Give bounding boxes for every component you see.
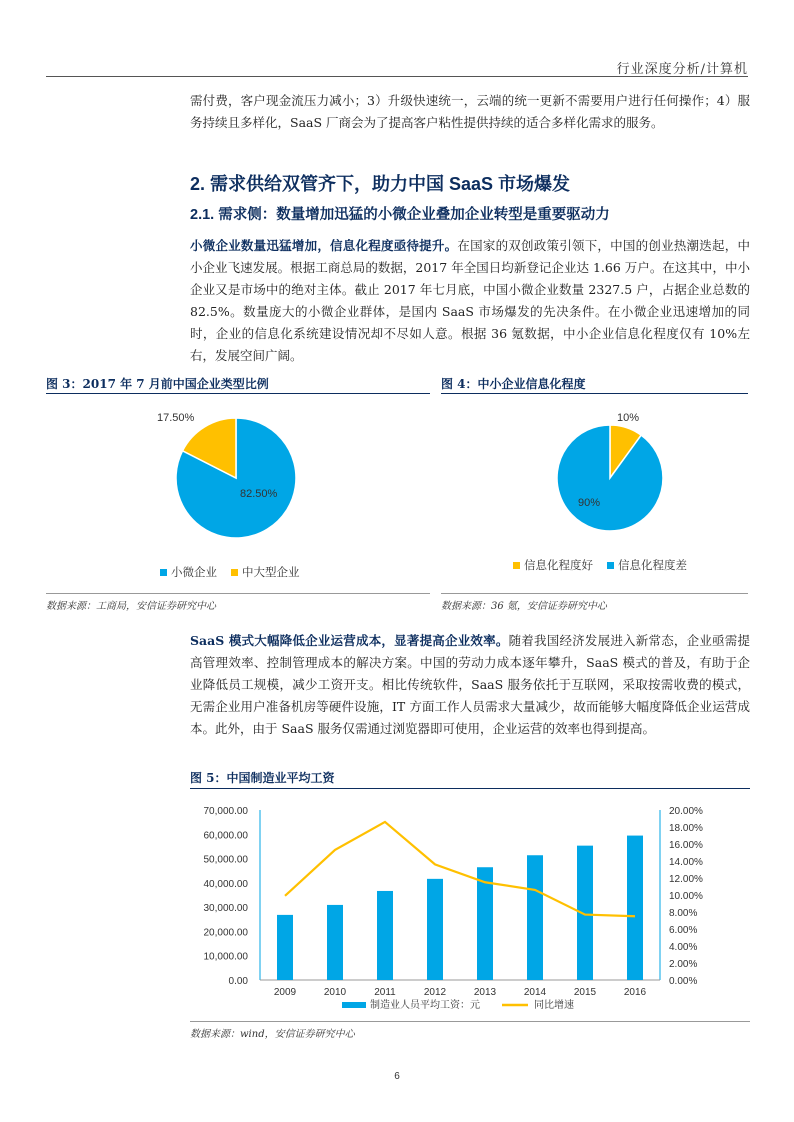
figure3-title: 图 3：2017 年 7 月前中国企业类型比例 [46, 377, 269, 391]
figure4-title: 图 4：中小企业信息化程度 [441, 377, 586, 391]
header-title: 行业深度分析/计算机 [616, 62, 748, 77]
figure3-legend [160, 564, 300, 580]
paragraph-body: 在国家的双创政策引领下，中国的创业热潮迭起，中小企业飞速发展。根据工商总局的数据，2017 年全国日均新登记企业达 1.66 万户。在这其中，中小企业又是市场中的绝对主体。截止 2017 年七月底，中国小微企业数量 2327.5 户，占据企业总数的 82.5%。数量庞大的小微企业群体，是国内 SaaS 市场爆发的先决条件。在小微企业迅速增加的同时，企业的信息化系统建设情况却不尽如人意。根据 36 氪数据，中小企业信息化程度仅有 10%左右，发展空间广阔。 [190, 238, 750, 363]
left-axis-tick-label: 50,000.00 [203, 854, 248, 866]
right-axis-tick-label: 10.00% [669, 891, 703, 902]
right-axis-tick-label: 0.00% [669, 976, 698, 987]
figure3-chart [46, 396, 430, 592]
paragraph-lead: SaaS 模式大幅降低企业运营成本，显著提高企业效率。 [190, 633, 509, 648]
x-axis-tick-label: 2015 [573, 987, 597, 998]
legend-label-small: 小微企业 [171, 565, 217, 579]
right-axis-tick-label: 20.00% [669, 806, 703, 817]
figure3-label-large: 17.50% [157, 412, 195, 424]
figure3-rule [46, 393, 430, 394]
figure4-label-poor: 90% [578, 497, 601, 509]
legend-swatch-yellow [513, 562, 520, 569]
figure3-source: 数据来源：工商局，安信证券研究中心 [46, 601, 216, 612]
left-axis-tick-label: 10,000.00 [203, 951, 248, 963]
intro-paragraph: 需付费，客户现金流压力减小；3）升级快速统一，云端的统一更新不需要用户进行任何操作；4）服务持续且多样化，SaaS 厂商会为了提高客户粘性提供持续的适合多样化需求的服务。 [190, 93, 750, 130]
figure4-rule [441, 393, 748, 394]
right-axis-tick-label: 4.00% [669, 942, 698, 953]
figure5-rule [190, 788, 750, 789]
wage-bar [377, 891, 393, 980]
legend-swatch-blue [607, 562, 614, 569]
figure3-bottom-rule [46, 593, 430, 594]
left-axis-tick-label: 40,000.00 [203, 878, 248, 890]
left-axis-tick-label: 70,000.00 [203, 806, 248, 817]
right-axis-tick-label: 14.00% [669, 857, 703, 868]
x-axis-tick-label: 2012 [423, 987, 447, 998]
paragraph-saas-cost [190, 630, 750, 740]
legend-item-good [513, 557, 593, 573]
figure4-source: 数据来源：36 氪，安信证券研究中心 [441, 601, 607, 612]
paragraph-body: 随着我国经济发展进入新常态，企业亟需提高管理效率、控制管理成本的解决方案。中国的劳动力成本逐年攀升，SaaS 模式的普及，有助于企业降低员工规模，减少工资开支。相比传统软件，SaaS 服务依托于互联网，采取按需收费的模式，无需企业用户准备机房等硬件设施，IT 方面工作人员需求大量减少，故而能够大幅度降低企业运营成本。此外，由于 SaaS 服务仅需通过浏览器即可使用，企业运营的效率也得到提高。 [190, 633, 750, 736]
legend-item-small [160, 564, 217, 580]
subsection-heading: 2.1. 需求侧：数量增加迅猛的小微企业叠加企业转型是重要驱动力 [190, 207, 610, 223]
x-axis-tick-label: 2013 [473, 987, 497, 998]
left-axis-tick-label: 0.00 [228, 976, 248, 987]
right-axis-tick-label: 18.00% [669, 823, 703, 834]
legend-item-poor [607, 557, 687, 573]
legend-swatch-bar [342, 1002, 366, 1008]
legend-label-bar: 制造业人员平均工资：元 [370, 1000, 480, 1011]
figure3-pie [176, 418, 296, 538]
figure5-bottom-rule [190, 1021, 750, 1022]
figure4-pie [557, 425, 663, 531]
header-divider [46, 76, 748, 77]
right-axis-tick-label: 2.00% [669, 959, 698, 970]
x-axis-tick-label: 2009 [273, 987, 297, 998]
legend-label-poor: 信息化程度差 [618, 558, 687, 572]
x-axis-tick-label: 2016 [623, 987, 647, 998]
legend-item-large [231, 564, 300, 580]
wage-bar [277, 915, 293, 980]
figure4-legend [513, 557, 687, 573]
left-axis-tick-label: 30,000.00 [203, 903, 248, 915]
left-axis-tick-label: 20,000.00 [203, 927, 248, 939]
wage-bar [327, 905, 343, 980]
wage-bar [627, 836, 643, 980]
right-axis-tick-label: 16.00% [669, 840, 703, 851]
figure5-title: 图 5：中国制造业平均工资 [190, 771, 335, 785]
right-axis-tick-label: 8.00% [669, 908, 698, 919]
right-axis-tick-label: 12.00% [669, 874, 703, 885]
wage-bar [427, 879, 443, 980]
legend-swatch-blue [160, 569, 167, 576]
right-axis-tick-label: 6.00% [669, 925, 698, 936]
figure4-label-good: 10% [617, 412, 640, 424]
figure4-bottom-rule [441, 593, 748, 594]
legend-swatch-yellow [231, 569, 238, 576]
paragraph-small-business [190, 235, 750, 367]
section-heading: 2. 需求供给双管齐下，助力中国 SaaS 市场爆发 [190, 174, 571, 194]
x-axis-tick-label: 2011 [374, 987, 396, 998]
page-number: 6 [394, 1071, 400, 1082]
paragraph-lead: 小微企业数量迅猛增加，信息化程度亟待提升。 [190, 238, 458, 253]
figure3-label-small: 82.50% [240, 488, 278, 500]
x-axis-tick-label: 2010 [323, 987, 347, 998]
figure5-chart [190, 792, 750, 1020]
wage-bar [527, 855, 543, 980]
pie-slice-poor [557, 425, 663, 531]
legend-label-large: 中大型企业 [242, 565, 300, 579]
legend-label-good: 信息化程度好 [524, 558, 593, 572]
figure5-source: 数据来源：wind，安信证券研究中心 [190, 1029, 355, 1040]
x-axis-tick-label: 2014 [523, 987, 547, 998]
legend-label-line: 同比增速 [534, 1000, 574, 1011]
left-axis-tick-label: 60,000.00 [203, 830, 248, 842]
